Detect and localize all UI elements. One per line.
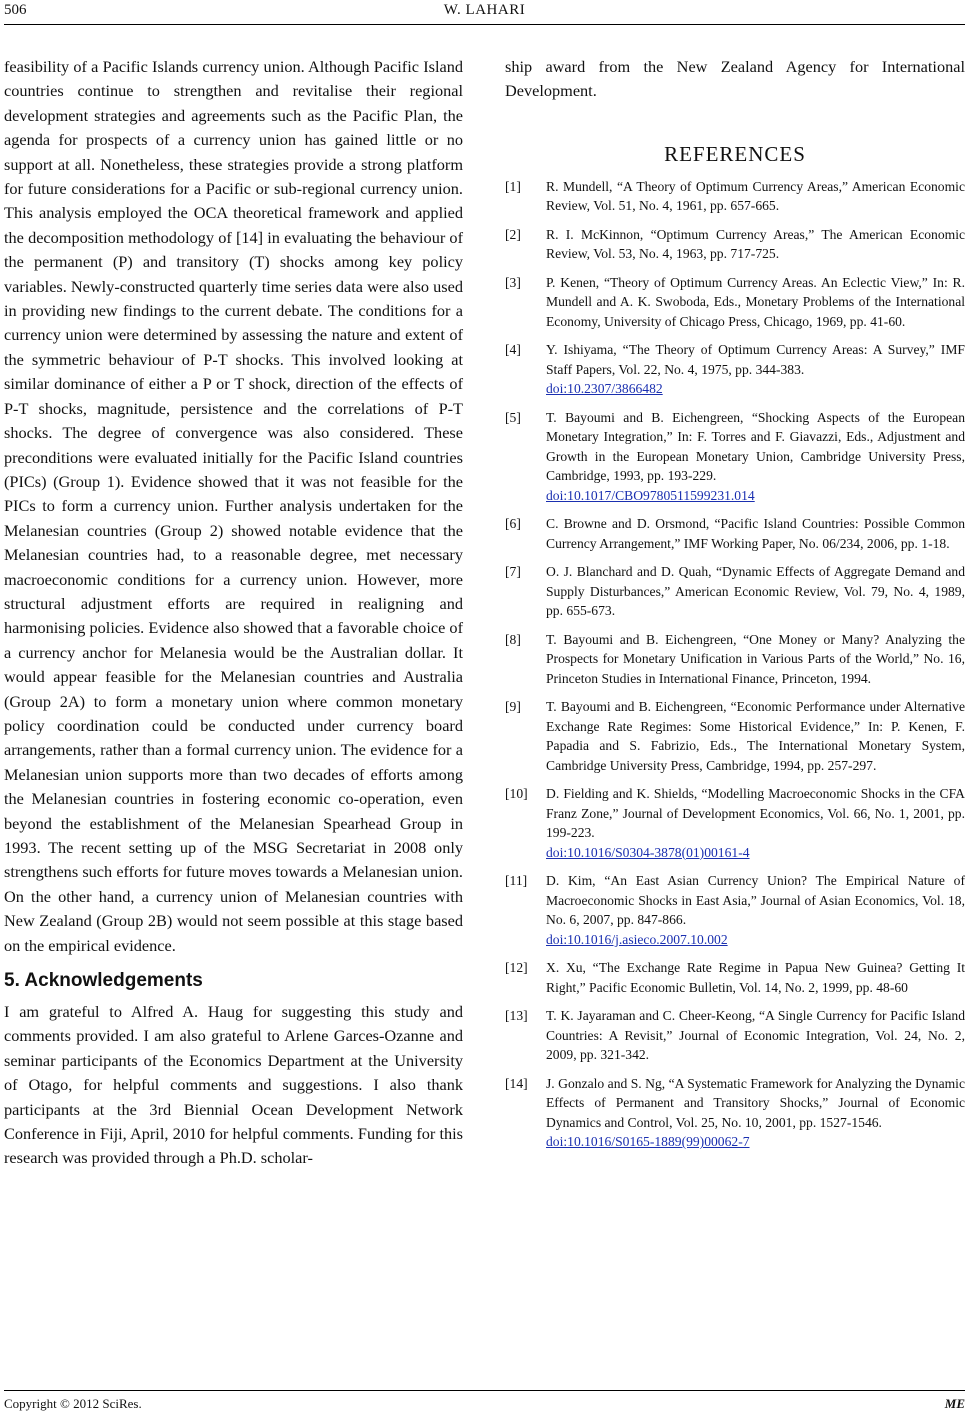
doi-link[interactable]: doi:10.2307/3866482 [546,381,663,397]
reference-item [505,408,965,506]
doi-link[interactable]: doi:10.1016/S0304-3878(01)00161-4 [546,844,750,860]
acknowledgements-heading: 5. Acknowledgements [4,970,203,992]
reference-item [505,958,965,997]
reference-text: T. Bayoumi and B. Eichengreen, “Economic Performance under Alternative Exchange Rate Regimes: Some Historical Evidence,” In: P. Kenen, F. Papadia and S. Fabrizio, Eds., The International Monetary System, Cambridge University Press, Cambridge, 1994, pp. 257-297. [546,699,965,773]
header-rule [4,24,965,25]
reference-text: T. Bayoumi and B. Eichengreen, “One Money or Many? Analyzing the Prospects for Monetary Unification in Various Parts of the World,” No. 16, Princeton Studies in International Finance, Princeton, 1994. [546,631,965,686]
reference-number: [7] [505,564,521,580]
reference-item [505,225,965,264]
reference-text: D. Kim, “An East Asian Currency Union? The Empirical Nature of Macroeconomic Shocks in East Asia,” Journal of Asian Economics, Vol. 18, No. 6, 2007, pp. 847-866. [546,873,965,928]
acknowledgements-text: I am grateful to Alfred A. Haug for suggesting this study and comments provided. I am also grateful to Arlene Garces-Ozanne and seminar participants of the Economics Department at the University of Otago, for helpful comments and suggestions. I also thank participants at the 3rd Biennial Ocean Development Network Conference in Fiji, April, 2010 for helpful comments. Funding for this research was provided through a Ph.D. scholar- [4,1002,463,1168]
reference-text: Y. Ishiyama, “The Theory of Optimum Currency Areas: A Survey,” IMF Staff Papers, Vol. 22, No. 4, 1975, pp. 344-383. [546,342,965,377]
acknowledgements-continued: ship award from the New Zealand Agency for International Development. [505,57,965,101]
reference-text: J. Gonzalo and S. Ng, “A Systematic Framework for Analyzing the Dynamic Effects of Permanent and Transitory Shocks,” Journal of Economic Dynamics and Control, Vol. 25, No. 10, 2001, pp. 1527-1546. [546,1075,965,1130]
reference-item [505,1006,965,1065]
references-heading: REFERENCES [664,141,806,166]
reference-number: [5] [505,409,521,425]
reference-item [505,340,965,399]
doi-link[interactable]: doi:10.1016/j.asieco.2007.10.002 [546,931,728,947]
reference-item [505,177,965,216]
conclusion-paragraph: feasibility of a Pacific Islands currency union. Although Pacific Island countries continue to strengthen and revitalise their regional development strategies and agreements such as the Pacific Plan, the agenda for prospects of a currency union has gained little or no support at all. Nonetheless, these strategies provide a strong platform for future considerations for a Pacific or sub-regional currency union. This analysis employed the OCA theoretical framework and applied the decomposition methodology of [14] in evaluating the behaviour of the permanent (P) and transitory (T) shocks among key policy variables. Newly-constructed quarterly time series data were also used in providing new findings to the current debate. The conditions for a currency union were determined by assessing the nature and extent of the symmetric behaviour of P-T shocks. This involved looking at similar dominance of either a P or T shock, direction of the effects of P-T shocks, magnitude, persistence and the correlations of P-T shocks. The degree of convergence was also considered. These preconditions were evaluated initially for the Pacific Island countries (PICs) (Group 1). Evidence showed that it was not feasible for the PICs to form a currency union. Further analysis undertaken for the Melanesian countries (Group 2) showed notable evidence that the Melanesian countries had, to a reasonable degree, met necessary macroeconomic conditions for a currency union. However, more structural adjustment efforts are required in realigning and harmonising policies. Evidence also showed that a favorable choice of a currency anchor for Melanesia would be the Australian dollar. It would appear feasible for the Melanesian countries and Australia (Group 2A) to form a monetary union where common monetary policy coordination could be conducted under currency board arrangements, rather than a formal currency union. The evidence for a Melanesian union supports more than two decades of efforts among the Melanesian countries in fostering economic co-operation, even beyond the establishment of the Melanesian Spearhead Group in 1993. The recent setting up of the MSG Secretariat in 2008 only strengthens such efforts for future moves towards a Melanesian union. On the other hand, a currency union of Melanesian countries with New Zealand (Group 2B) would not seem possible at this stage based on the empirical evidence. [4,57,463,955]
reference-number: [8] [505,631,521,647]
reference-list [505,177,965,1152]
reference-item [505,514,965,553]
reference-number: [2] [505,226,521,242]
reference-text: R. I. McKinnon, “Optimum Currency Areas,” The American Economic Review, Vol. 53, No. 4, 1963, pp. 717-725. [546,226,965,262]
reference-text: C. Browne and D. Orsmond, “Pacific Island Countries: Possible Common Currency Arrangement,” IMF Working Paper, No. 06/234, 2006, pp. 1-18. [546,516,965,551]
reference-text: P. Kenen, “Theory of Optimum Currency Areas. An Eclectic View,” In: R. Mundell and A. K. Swoboda, Eds., Monetary Problems of the International Economy, University of Chicago Press, Chicago, 1969, pp. 41-60. [546,274,965,329]
reference-item [505,784,965,862]
reference-item [505,273,965,332]
reference-number: [11] [505,873,528,889]
reference-text: X. Xu, “The Exchange Rate Regime in Papua New Guinea? Getting It Right,” Pacific Economic Bulletin, Vol. 14, No. 2, 1999, pp. 48-60 [546,960,965,995]
left-column [4,55,463,1171]
reference-text: T. K. Jayaraman and C. Cheer-Keong, “A Single Currency for Pacific Island Countries: A Revisit,” Journal of Economic Integration, Vol. 24, No. 2, 2009, pp. 321-342. [546,1008,965,1063]
reference-item [505,1074,965,1152]
reference-number: [9] [505,699,521,715]
copyright-notice: Copyright © 2012 SciRes. [4,1396,142,1411]
reference-number: [6] [505,516,521,532]
reference-text: T. Bayoumi and B. Eichengreen, “Shocking Aspects of the European Monetary Integration,” In: F. Torres and F. Giavazzi, Eds., Adjustment and Growth in the European Monetary Union, Cambridge University Press, Cambridge, 1993, pp. 193-229. [546,409,965,484]
reference-number: [4] [505,342,521,358]
reference-number: [14] [505,1075,528,1091]
reference-item [505,562,965,621]
reference-number: [12] [505,960,528,976]
doi-link[interactable]: doi:10.1017/CBO9780511599231.014 [546,487,755,503]
right-column [505,55,965,1161]
page-header [0,0,969,24]
reference-item [505,871,965,949]
reference-number: [13] [505,1008,528,1024]
running-author: W. LAHARI [443,2,526,18]
journal-abbrev: ME [944,1396,965,1411]
reference-number: [1] [505,178,521,194]
page-number: 506 [4,2,27,18]
reference-item [505,697,965,775]
reference-text: R. Mundell, “A Theory of Optimum Currency Areas,” American Economic Review, Vol. 51, No. 4, 1961, pp. 657-665. [546,178,965,214]
footer-rule [4,1390,965,1391]
doi-link[interactable]: doi:10.1016/S0165-1889(99)00062-7 [546,1134,750,1150]
reference-number: [3] [505,274,521,290]
reference-item [505,630,965,689]
reference-number: [10] [505,786,528,802]
reference-text: O. J. Blanchard and D. Quah, “Dynamic Effects of Aggregate Demand and Supply Disturbances,” American Economic Review, Vol. 79, No. 4, 1989, pp. 655-673. [546,564,965,619]
reference-text: D. Fielding and K. Shields, “Modelling Macroeconomic Shocks in the CFA Franz Zone,” Journal of Development Economics, Vol. 66, No. 1, 2001, pp. 199-223. [546,786,965,841]
